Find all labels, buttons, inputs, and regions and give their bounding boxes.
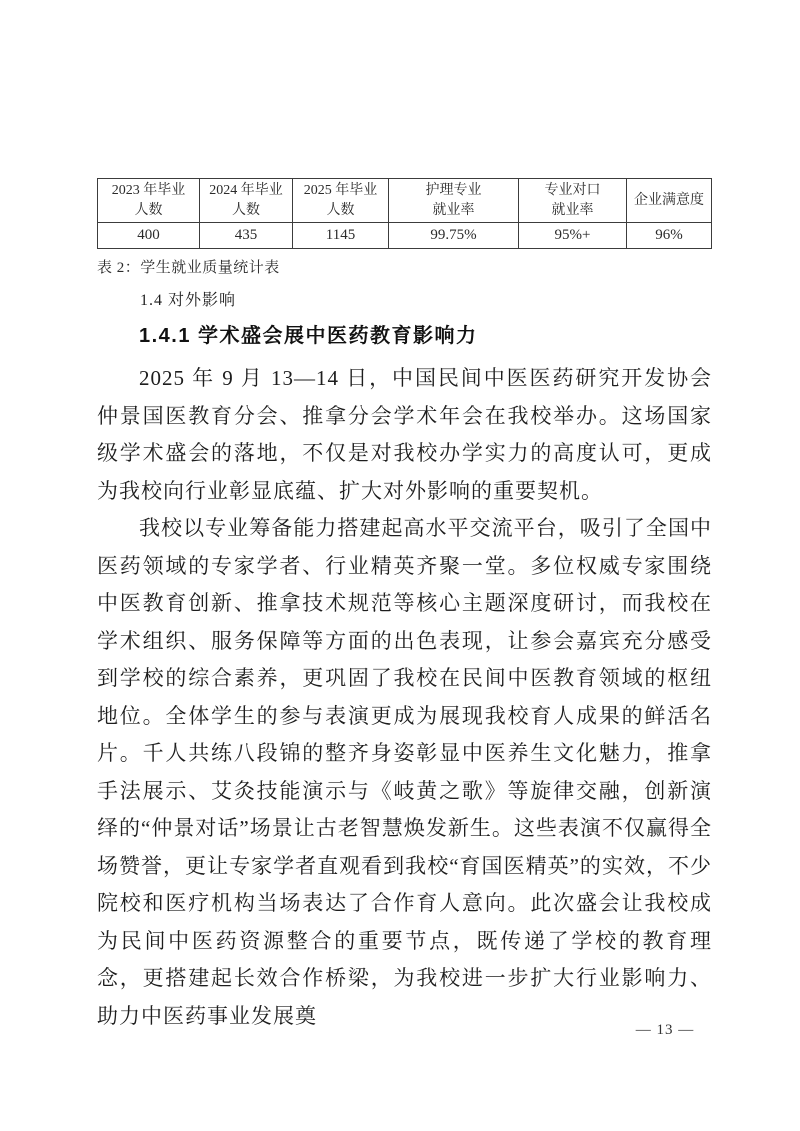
paragraph: 2025 年 9 月 13—14 日，中国民间中医医药研究开发协会仲景国医教育分会、推拿分会学术年会在我校举办。这场国家级学术盛会的落地，不仅是对我校办学实力的高度认可，更成为我校向行业彰显底蕴、扩大对外影响的重要契机。 [97, 366, 712, 503]
header-line: 企业满意度 [634, 192, 704, 208]
table-header-cell [200, 179, 293, 223]
table-value-cell: 95%+ [519, 223, 627, 249]
table-value-row [98, 223, 712, 249]
paragraph: 我校以专业筹备能力搭建起高水平交流平台，吸引了全国中医药领域的专家学者、行业精英齐聚一堂。多位权威专家围绕中医教育创新、推拿技术规范等核心主题深度研讨，而我校在学术组织、服务保障等方面的出色表现，让参会嘉宾充分感受到学校的综合素养，更巩固了我校在民间中医教育领域的枢纽地位。全体学生的参与表演更成为展现我校育人成果的鲜活名片。千人共练八段锦的整齐身姿彰显中医养生文化魅力，推拿手法展示、艾灸技能演示与《岐黄之歌》等旋律交融，创新演绎的“仲景对话”场景让古老智慧焕发新生。这些表演不仅赢得全场赞誉，更让专家学者直观看到我校“育国医精英”的实效，不少院校和医疗机构当场表达了合作育人意向。此次盛会让我校成为民间中医药资源整合的重要节点，既传递了学校的教育理念，更搭建起长效合作桥梁，为我校进一步扩大行业影响力、助力中医药事业发展奠 [97, 516, 712, 1028]
employment-stats-table [97, 178, 712, 249]
table-caption: 表 2：学生就业质量统计表 [97, 260, 280, 276]
header-line: 就业率 [432, 202, 475, 218]
table-value-cell: 96% [627, 223, 712, 249]
header-line: 2025 年毕业 [303, 182, 378, 198]
table-header-cell [519, 179, 627, 223]
body-text [97, 360, 712, 1035]
header-line: 人数 [232, 202, 260, 218]
table-value-cell: 1145 [293, 223, 389, 249]
table-value-cell: 400 [98, 223, 200, 249]
header-line: 人数 [134, 202, 163, 218]
table-value-cell: 435 [200, 223, 293, 249]
table-header-row [98, 179, 712, 223]
header-line: 专业对口 [544, 182, 601, 198]
subsection-heading: 1.4.1 学术盛会展中医药教育影响力 [139, 325, 478, 347]
section-heading: 1.4 对外影响 [140, 292, 237, 309]
header-line: 2023 年毕业 [111, 182, 186, 198]
table-header-cell [389, 179, 519, 223]
page-number: — 13 — [635, 1022, 695, 1038]
table-header-cell [293, 179, 389, 223]
table-value-cell: 99.75% [389, 223, 519, 249]
table-header-cell [98, 179, 200, 223]
header-line: 人数 [326, 202, 355, 218]
header-line: 就业率 [551, 202, 594, 218]
header-line: 护理专业 [425, 182, 482, 198]
header-line: 2024 年毕业 [209, 182, 283, 198]
table-header-cell [627, 179, 712, 223]
